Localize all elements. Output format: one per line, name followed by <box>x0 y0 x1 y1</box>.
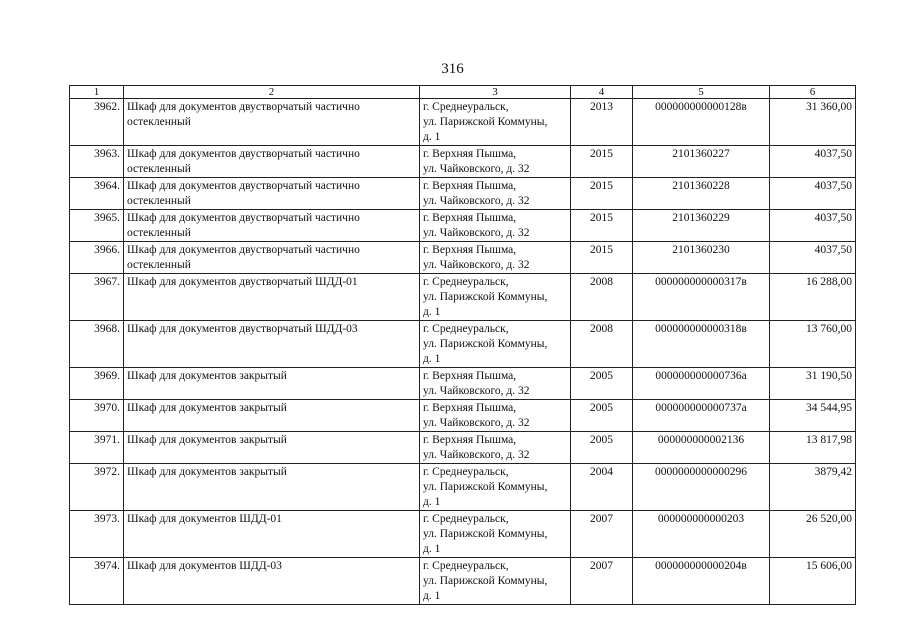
row-number: 3968. <box>70 321 124 368</box>
address-line: ул. Чайковского, д. 32 <box>423 385 530 397</box>
address-line: ул. Парижской Коммуны, <box>423 338 548 350</box>
item-cost: 16 288,00 <box>770 274 856 321</box>
table-row <box>70 178 856 210</box>
item-cost: 13 817,98 <box>770 432 856 464</box>
item-cost: 4037,50 <box>770 242 856 274</box>
item-year: 2015 <box>571 210 633 242</box>
address-line: ул. Чайковского, д. 32 <box>423 259 530 271</box>
column-header: 6 <box>770 86 856 99</box>
item-address <box>420 274 571 321</box>
item-cost: 15 606,00 <box>770 558 856 605</box>
column-header: 3 <box>420 86 571 99</box>
table-row <box>70 558 856 605</box>
item-year: 2005 <box>571 432 633 464</box>
item-name: Шкаф для документов двустворчатый ШДД-01 <box>124 274 420 321</box>
item-address <box>420 99 571 146</box>
address-line: ул. Парижской Коммуны, <box>423 575 548 587</box>
address-line: ул. Парижской Коммуны, <box>423 116 548 128</box>
item-address <box>420 511 571 558</box>
item-address <box>420 558 571 605</box>
table-row <box>70 368 856 400</box>
address-line: ул. Парижской Коммуны, <box>423 528 548 540</box>
page-number: 316 <box>441 61 464 77</box>
table-row <box>70 146 856 178</box>
address-line: ул. Парижской Коммуны, <box>423 481 548 493</box>
address-line: г. Верхняя Пышма, <box>423 434 517 446</box>
item-name: Шкаф для документов закрытый <box>124 368 420 400</box>
table-row <box>70 432 856 464</box>
row-number: 3973. <box>70 511 124 558</box>
item-cost: 31 190,50 <box>770 368 856 400</box>
item-cost: 31 360,00 <box>770 99 856 146</box>
inventory-number: 2101360227 <box>633 146 770 178</box>
inventory-number: 000000000000317в <box>633 274 770 321</box>
item-year: 2015 <box>571 146 633 178</box>
item-address <box>420 368 571 400</box>
item-name: Шкаф для документов двустворчатый частично остекленный <box>124 146 420 178</box>
address-line: г. Верхняя Пышма, <box>423 148 517 160</box>
row-number: 3965. <box>70 210 124 242</box>
column-header: 5 <box>633 86 770 99</box>
item-name: Шкаф для документов двустворчатый ШДД-03 <box>124 321 420 368</box>
address-line: г. Среднеуральск, <box>423 513 509 525</box>
item-name: Шкаф для документов двустворчатый частично остекленный <box>124 99 420 146</box>
address-line: ул. Чайковского, д. 32 <box>423 417 530 429</box>
table-row <box>70 274 856 321</box>
column-header: 1 <box>70 86 124 99</box>
address-line: г. Среднеуральск, <box>423 323 509 335</box>
inventory-number: 000000000000203 <box>633 511 770 558</box>
item-year: 2005 <box>571 368 633 400</box>
row-number: 3964. <box>70 178 124 210</box>
item-address <box>420 146 571 178</box>
item-cost: 4037,50 <box>770 178 856 210</box>
row-number: 3970. <box>70 400 124 432</box>
inventory-number: 000000000000318в <box>633 321 770 368</box>
item-name: Шкаф для документов ШДД-01 <box>124 511 420 558</box>
property-table <box>69 85 856 605</box>
address-line: г. Среднеуральск, <box>423 560 509 572</box>
item-address <box>420 400 571 432</box>
row-number: 3966. <box>70 242 124 274</box>
item-year: 2015 <box>571 242 633 274</box>
address-line: г. Верхняя Пышма, <box>423 180 517 192</box>
address-line: д. 1 <box>423 353 441 365</box>
table-row <box>70 242 856 274</box>
item-year: 2008 <box>571 321 633 368</box>
row-number: 3967. <box>70 274 124 321</box>
address-line: д. 1 <box>423 306 441 318</box>
item-name: Шкаф для документов двустворчатый частично остекленный <box>124 210 420 242</box>
table-row <box>70 321 856 368</box>
address-line: ул. Парижской Коммуны, <box>423 291 548 303</box>
address-line: д. 1 <box>423 590 441 602</box>
row-number: 3972. <box>70 464 124 511</box>
row-number: 3974. <box>70 558 124 605</box>
address-line: г. Верхняя Пышма, <box>423 244 517 256</box>
address-line: г. Среднеуральск, <box>423 101 509 113</box>
item-address <box>420 432 571 464</box>
item-year: 2015 <box>571 178 633 210</box>
column-header: 2 <box>124 86 420 99</box>
row-number: 3963. <box>70 146 124 178</box>
header-row <box>70 86 856 99</box>
item-year: 2004 <box>571 464 633 511</box>
item-cost: 4037,50 <box>770 146 856 178</box>
address-line: д. 1 <box>423 131 441 143</box>
item-cost: 4037,50 <box>770 210 856 242</box>
item-year: 2008 <box>571 274 633 321</box>
inventory-number: 000000000000204в <box>633 558 770 605</box>
row-number: 3962. <box>70 99 124 146</box>
address-line: г. Верхняя Пышма, <box>423 402 517 414</box>
item-year: 2007 <box>571 511 633 558</box>
item-name: Шкаф для документов ШДД-03 <box>124 558 420 605</box>
item-cost: 3879,42 <box>770 464 856 511</box>
table-row <box>70 400 856 432</box>
address-line: д. 1 <box>423 543 441 555</box>
item-name: Шкаф для документов закрытый <box>124 464 420 511</box>
item-cost: 34 544,95 <box>770 400 856 432</box>
table-row <box>70 210 856 242</box>
item-name: Шкаф для документов двустворчатый частично остекленный <box>124 242 420 274</box>
item-cost: 13 760,00 <box>770 321 856 368</box>
item-address <box>420 321 571 368</box>
item-address <box>420 210 571 242</box>
address-line: г. Верхняя Пышма, <box>423 370 517 382</box>
item-year: 2007 <box>571 558 633 605</box>
inventory-number: 000000000000737а <box>633 400 770 432</box>
row-number: 3971. <box>70 432 124 464</box>
address-line: ул. Чайковского, д. 32 <box>423 449 530 461</box>
inventory-number: 000000000002136 <box>633 432 770 464</box>
item-cost: 26 520,00 <box>770 511 856 558</box>
table-row <box>70 511 856 558</box>
inventory-number: 000000000000128в <box>633 99 770 146</box>
inventory-number: 2101360229 <box>633 210 770 242</box>
item-name: Шкаф для документов закрытый <box>124 432 420 464</box>
row-number: 3969. <box>70 368 124 400</box>
address-line: г. Среднеуральск, <box>423 466 509 478</box>
item-name: Шкаф для документов закрытый <box>124 400 420 432</box>
inventory-number: 0000000000000296 <box>633 464 770 511</box>
item-name: Шкаф для документов двустворчатый частично остекленный <box>124 178 420 210</box>
inventory-number: 2101360228 <box>633 178 770 210</box>
item-year: 2013 <box>571 99 633 146</box>
address-line: ул. Чайковского, д. 32 <box>423 163 530 175</box>
table-row <box>70 464 856 511</box>
item-address <box>420 178 571 210</box>
address-line: ул. Чайковского, д. 32 <box>423 227 530 239</box>
column-header: 4 <box>571 86 633 99</box>
inventory-number: 2101360230 <box>633 242 770 274</box>
address-line: г. Среднеуральск, <box>423 276 509 288</box>
address-line: г. Верхняя Пышма, <box>423 212 517 224</box>
table-row <box>70 99 856 146</box>
item-address <box>420 242 571 274</box>
item-year: 2005 <box>571 400 633 432</box>
inventory-number: 000000000000736а <box>633 368 770 400</box>
item-address <box>420 464 571 511</box>
address-line: ул. Чайковского, д. 32 <box>423 195 530 207</box>
address-line: д. 1 <box>423 496 441 508</box>
